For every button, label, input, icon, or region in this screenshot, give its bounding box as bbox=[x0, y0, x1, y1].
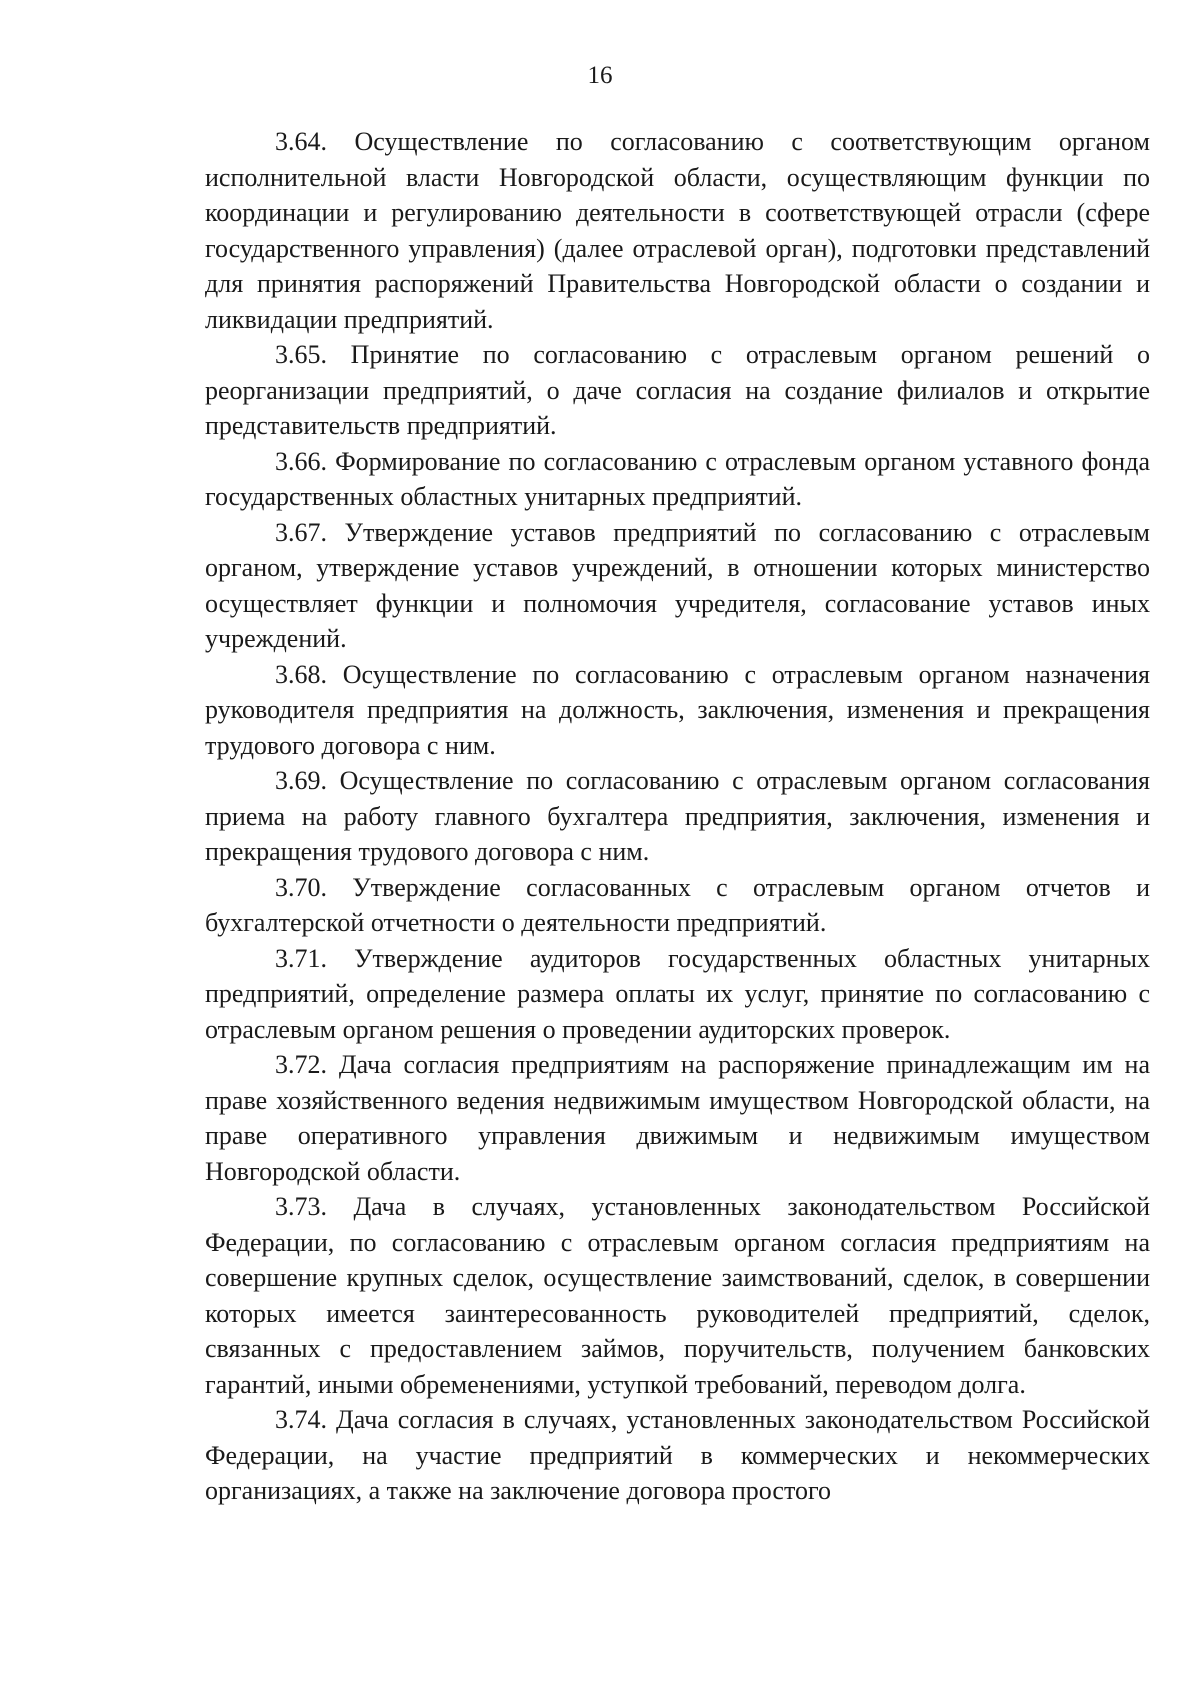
paragraph-3-64: 3.64. Осуществление по согласованию с соответствующим органом исполнительной власти Новгородской области, осуществляющим функции по координации и регулированию деятельности в соответствующей отрасли (сфере государственного управления) (далее отраслевой орган), подготовки представлений для принятия распоряжений Правительства Новгородской области о создании и ликвидации предприятий. bbox=[205, 127, 1150, 334]
paragraph-3-73: 3.73. Дача в случаях, установленных законодательством Российской Федерации, по согласованию с отраслевым органом согласия предприятиям на совершение крупных сделок, осуществление заимствований, сделок, в совершении которых имеется заинтересованность руководителей предприятий, сделок, связанных с предоставлением займов, поручительств, получением банковских гарантий, иными обременениями, уступкой требований, переводом долга. bbox=[205, 1192, 1150, 1399]
paragraph-3-70: 3.70. Утверждение согласованных с отраслевым органом отчетов и бухгалтерской отчетности о деятельности предприятий. bbox=[205, 872, 1150, 937]
paragraph-3-67: 3.67. Утверждение уставов предприятий по согласованию с отраслевым органом, утверждение уставов учреждений, в отношении которых министерство осуществляет функции и полномочия учредителя, согласование уставов иных учреждений. bbox=[205, 517, 1150, 653]
paragraph-3-66: 3.66. Формирование по согласованию с отраслевым органом уставного фонда государственных областных унитарных предприятий. bbox=[205, 446, 1150, 511]
document-body bbox=[205, 124, 1150, 1509]
paragraph-3-68: 3.68. Осуществление по согласованию с отраслевым органом назначения руководителя предприятия на должность, заключения, изменения и прекращения трудового договора с ним. bbox=[205, 659, 1150, 760]
paragraph-3-69: 3.69. Осуществление по согласованию с отраслевым органом согласования приема на работу главного бухгалтера предприятия, заключения, изменения и прекращения трудового договора с ним. bbox=[205, 766, 1150, 866]
paragraph-3-71: 3.71. Утверждение аудиторов государственных областных унитарных предприятий, определение размера оплаты их услуг, принятие по согласованию с отраслевым органом решения о проведении аудиторских проверок. bbox=[205, 943, 1150, 1044]
page-number: 16 bbox=[587, 62, 613, 89]
paragraph-3-65: 3.65. Принятие по согласованию с отраслевым органом решений о реорганизации предприятий, о даче согласия на создание филиалов и открытие представительств предприятий. bbox=[205, 340, 1150, 440]
paragraph-3-72: 3.72. Дача согласия предприятиям на распоряжение принадлежащим им на праве хозяйственного ведения недвижимым имуществом Новгородской области, на праве оперативного управления движимым и недвижимым имуществом Новгородской области. bbox=[205, 1050, 1150, 1186]
paragraph-3-74: 3.74. Дача согласия в случаях, установленных законодательством Российской Федерации, на участие предприятий в коммерческих и некоммерческих организациях, а также на заключение договора простого bbox=[205, 1405, 1150, 1505]
